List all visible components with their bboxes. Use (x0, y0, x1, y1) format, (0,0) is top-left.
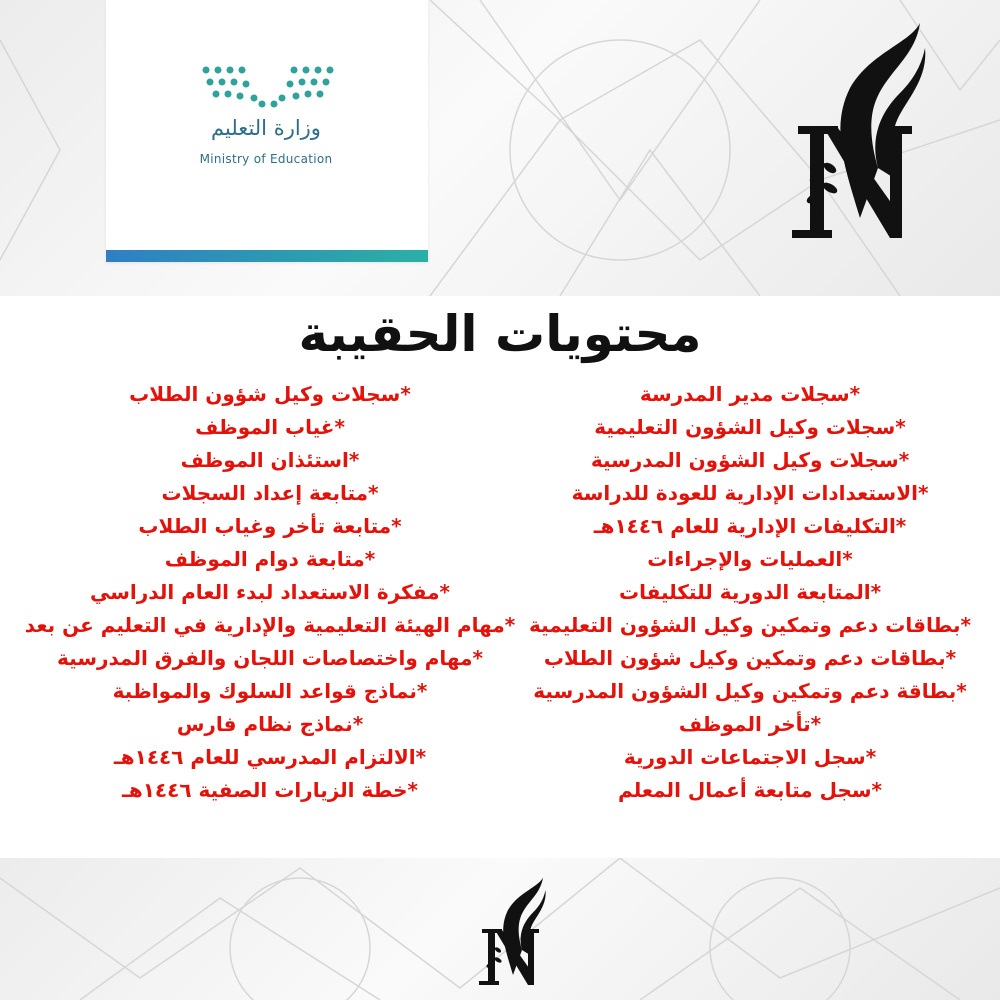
header-band (0, 0, 1000, 296)
page-title: محتويات الحقيبة (298, 305, 702, 363)
list-item: *التكليفات الإدارية للعام ١٤٤٦هـ (593, 514, 907, 538)
list-item: *مهام واختصاصات اللجان والفرق المدرسية (57, 646, 483, 670)
list-item: *الالتزام المدرسي للعام ١٤٤٦هـ (113, 745, 427, 769)
list-item: *مهام الهيئة التعليمية والإدارية في التعليم عن بعد (24, 613, 516, 637)
list-item: *بطاقات دعم وتمكين وكيل الشؤون التعليمية (529, 613, 971, 637)
list-item: *نماذج نظام فارس (176, 712, 364, 736)
ministry-dotted-logo-icon (198, 62, 338, 110)
list-item: *متابعة دوام الموظف (164, 547, 376, 571)
ministry-name-arabic: وزارة التعليم (211, 116, 321, 140)
contents-list-left (20, 378, 520, 807)
list-item: *سجلات وكيل الشؤون التعليمية (594, 415, 906, 439)
list-item: *مفكرة الاستعداد لبدء العام الدراسي (90, 580, 450, 604)
list-item: *استئذان الموظف (180, 448, 360, 472)
ministry-gradient-bar (106, 250, 428, 262)
brand-n-logo-icon (478, 875, 548, 990)
list-item: *بطاقات دعم وتمكين وكيل شؤون الطلاب (543, 646, 957, 670)
list-item: *بطاقة دعم وتمكين وكيل الشؤون المدرسية (533, 679, 967, 703)
list-item: *سجلات مدير المدرسة (639, 382, 861, 406)
ministry-logo-card (106, 0, 428, 262)
list-item: *سجلات وكيل الشؤون المدرسية (590, 448, 910, 472)
list-item: *متابعة إعداد السجلات (161, 481, 379, 505)
list-item: *سجل الاجتماعات الدورية (623, 745, 877, 769)
list-item: *نماذج قواعد السلوك والمواظبة (112, 679, 428, 703)
list-item: *العمليات والإجراءات (647, 547, 853, 571)
list-item: *الاستعدادات الإدارية للعودة للدراسة (571, 481, 929, 505)
ministry-name-english: Ministry of Education (199, 152, 333, 166)
list-item: *غياب الموظف (195, 415, 345, 439)
contents-list-right (520, 378, 980, 807)
list-item: *سجل متابعة أعمال المعلم (618, 778, 882, 802)
list-item: *المتابعة الدورية للتكليفات (618, 580, 882, 604)
list-item: *سجلات وكيل شؤون الطلاب (129, 382, 411, 406)
brand-n-logo-icon (790, 18, 930, 248)
list-item: *تأخر الموظف (678, 712, 822, 736)
list-item: *متابعة تأخر وغياب الطلاب (138, 514, 402, 538)
list-item: *خطة الزيارات الصفية ١٤٤٦هـ (122, 778, 418, 802)
